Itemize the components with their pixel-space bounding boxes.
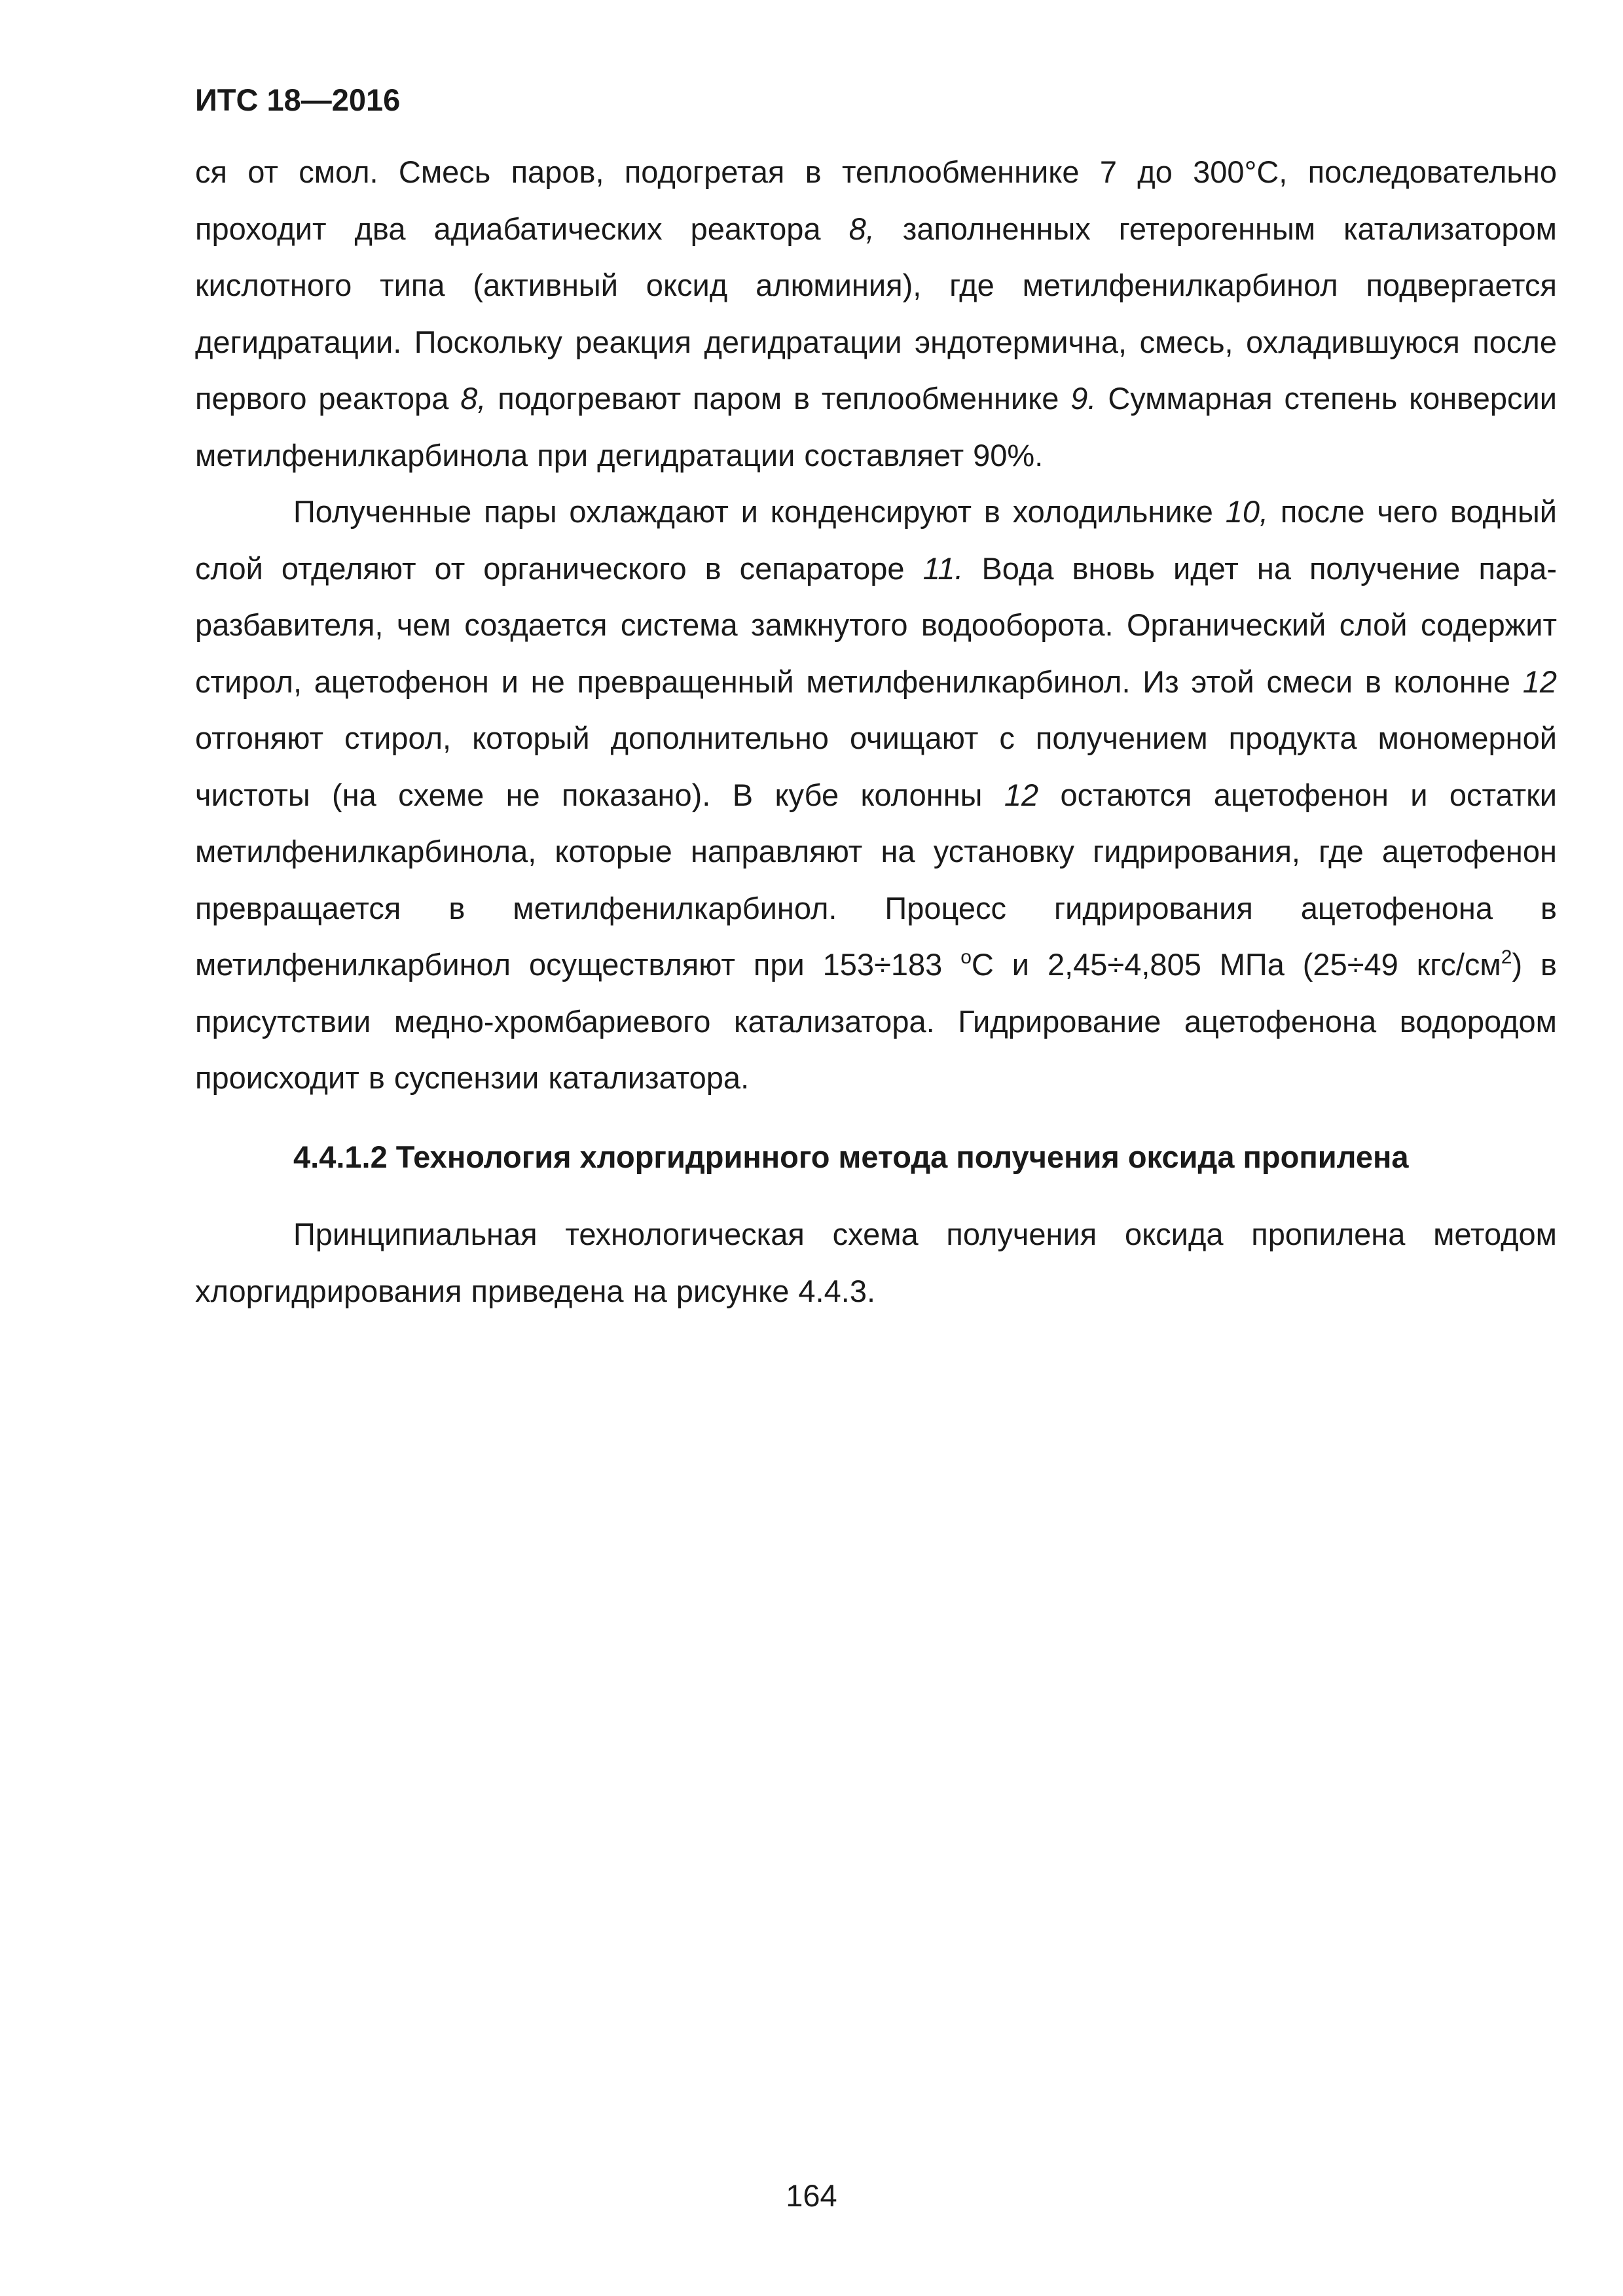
text-run: Полученные пары охлаждают и конденсируют в холодильнике [293,494,1226,529]
ref-cooler-10: 10, [1225,494,1269,529]
text-run: Суммарная степень конверсии метилфенилкарбинола при дегидратации составляет 90%. [195,381,1557,473]
text-run: отгоняют стирол, который дополнительно очищают с получением продукта мономерной чистоты (на схеме не показано). В кубе колонны [195,721,1557,812]
ref-reactor-8: 8, [460,381,486,416]
page-number: 164 [786,2178,837,2213]
ref-reactor-8: 8, [848,211,875,246]
text-run: Вода вновь идет на получение пара-разбавителя, чем создается система замкнутого водооборота. Органический слой содержит стирол, ацетофенон и не превращенный метилфенилкарбинол. Из этой смеси в колонне [195,550,1557,699]
text-run: остаются ацетофенон и остатки метилфенилкарбинола, которые направляют на установку гидрирования, где ацетофенон превращается в метилфенилкарбинол. Процесс гидрирования ацетофенона в метилфенилкарбинол осуществляют при 153÷183 [195,777,1557,982]
ref-separator-11: 11. [922,550,964,586]
page-body [195,144,1557,1319]
text-run: подогревают паром в теплообменнике [486,381,1071,416]
text-run: ) в присутствии медно-хромбариевого катализатора. Гидрирование ацетофенона водородом происходит в суспензии катализатора. [195,947,1557,1095]
degree-sign: о [960,946,972,968]
paragraph-condensation [195,484,1557,1107]
ref-heat-exchanger-9: 9. [1070,381,1097,416]
paragraph-scheme-reference: Принципиальная технологическая схема получения оксида пропилена методом хлоргидрирования приведена на рисунке 4.4.3. [195,1217,1557,1308]
ref-column-12: 12 [1522,664,1557,699]
paragraph-dehydration [195,144,1557,484]
document-id-header: ИТС 18—2016 [195,82,401,117]
ref-column-12: 12 [1004,777,1039,812]
superscript-2: 2 [1501,946,1512,968]
text-run: заполненных гетерогенным катализатором кислотного типа (активный оксид алюминия), где метилфенилкарбинол подвергается дегидратации. Поскольку реакция дегидратации эндотермична, смесь, охладившуюся после первого реактора [195,211,1557,416]
text-run: ся от смол. Смесь паров, подогретая в теплообменнике 7 до 300°С, последовательно проходит два адиабатических реактора [195,154,1557,246]
text-run: С и 2,45÷4,805 МПа (25÷49 кгс/см [971,947,1501,982]
text-run: после чего водный слой отделяют от органического в сепараторе [195,494,1557,586]
section-heading: 4.4.1.2 Технология хлоргидринного метода получения оксида пропилена [293,1139,1409,1174]
